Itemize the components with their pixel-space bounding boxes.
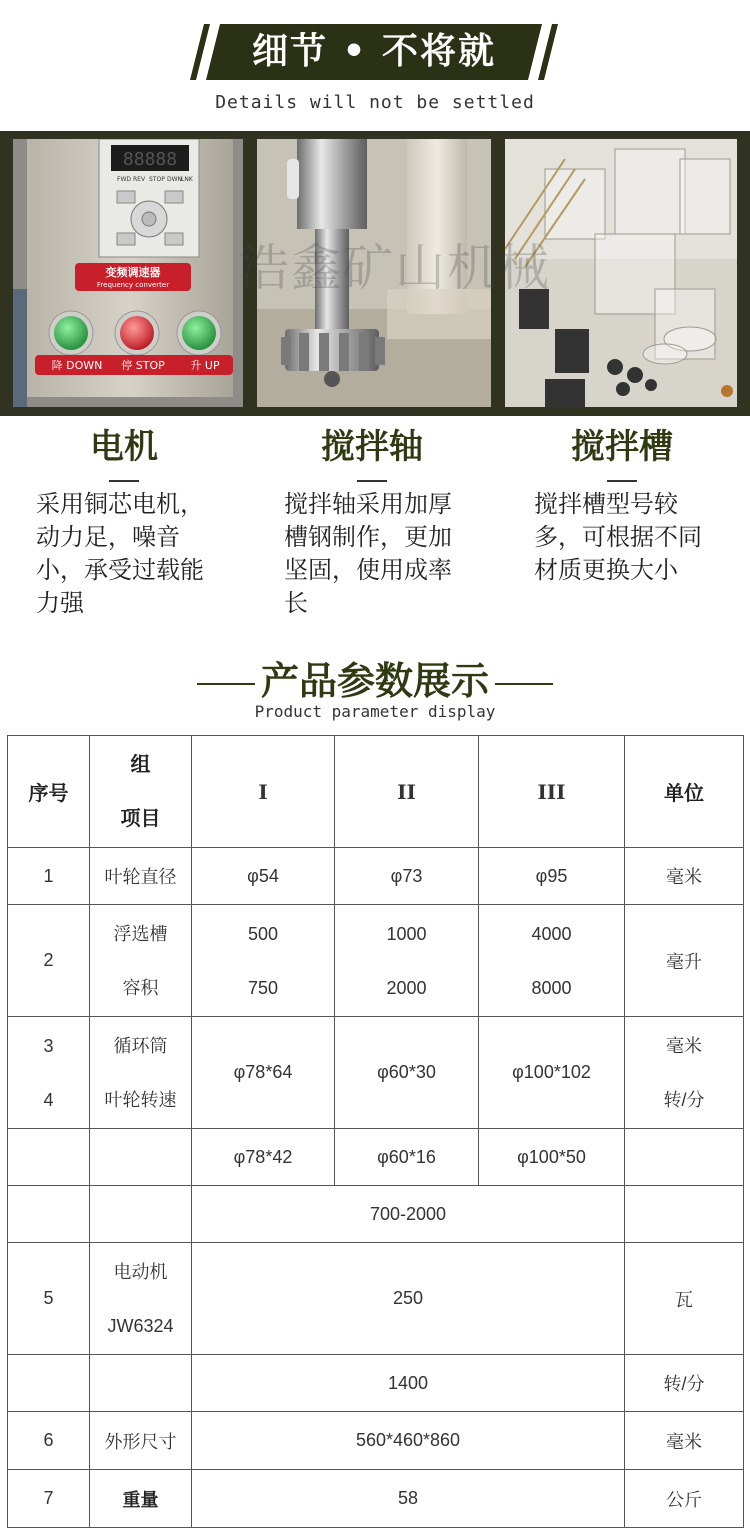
cell-value: 700-2000	[192, 1186, 625, 1243]
cell-unit	[625, 1017, 744, 1129]
cell-item	[90, 1355, 192, 1412]
cell-item	[90, 1186, 192, 1243]
cell-item-line: 叶轮转速	[104, 1089, 177, 1110]
cell-seq	[8, 1355, 90, 1412]
photo-strip	[0, 131, 750, 416]
section-subtitle: Product parameter display	[254, 702, 496, 721]
cell-seq	[8, 1186, 90, 1243]
cell-value: 250	[192, 1243, 625, 1355]
feature-stirring-tank	[512, 418, 732, 587]
cell-value-line: 500	[247, 923, 279, 944]
header-col-2: II	[335, 736, 479, 848]
cell-item-line: 容积	[122, 977, 159, 998]
cell-unit: 转/分	[625, 1355, 744, 1412]
feature-text: 搅拌轴采用加厚槽钢制作，更加坚固，使用成率长	[284, 490, 452, 617]
cell-seq: 6	[8, 1412, 90, 1470]
inverter-key-rev: REV	[133, 176, 146, 183]
cell-seq	[8, 1017, 90, 1129]
cell-seq: 2	[8, 905, 90, 1017]
cell-item: 重量	[90, 1470, 192, 1528]
cell-unit: 毫米	[625, 1412, 744, 1470]
table-row	[8, 848, 744, 905]
cell-value: φ100*102	[479, 1017, 625, 1129]
header-group-bottom: 项目	[120, 807, 161, 830]
table-row	[8, 1243, 744, 1355]
cell-item	[90, 905, 192, 1017]
header-unit: 单位	[625, 736, 744, 848]
converter-label: 变频调速器	[105, 266, 161, 279]
header-group	[90, 736, 192, 848]
table-row	[8, 1017, 744, 1129]
cell-value-line: 750	[247, 977, 279, 998]
cell-item: 叶轮直径	[90, 848, 192, 905]
up-button-label: 升 UP	[190, 359, 220, 372]
cell-value: φ95	[479, 848, 625, 905]
cell-seq: 1	[8, 848, 90, 905]
converter-sublabel: Frequency converter	[96, 281, 170, 289]
cell-value	[479, 905, 625, 1017]
feature-divider	[607, 480, 637, 482]
feature-stirring-shaft	[262, 418, 482, 620]
motor-control-panel-photo	[13, 139, 243, 407]
table-row	[8, 1470, 744, 1528]
cell-value	[335, 905, 479, 1017]
table-row	[8, 1412, 744, 1470]
cell-seq: 5	[8, 1243, 90, 1355]
title-dash-left	[197, 683, 255, 685]
cell-unit: 毫米	[625, 848, 744, 905]
cell-seq	[8, 1129, 90, 1186]
inverter-key-dwn: DWN	[167, 176, 183, 183]
cell-unit: 毫升	[625, 905, 744, 1017]
section-title	[0, 650, 750, 705]
cell-item	[90, 1243, 192, 1355]
cell-value-line: 2000	[386, 977, 427, 998]
inverter-display: 88888	[122, 149, 178, 170]
inverter-key-fwd: FWD	[117, 176, 132, 183]
cell-item-line: 浮选槽	[113, 923, 168, 944]
cell-item: 外形尺寸	[90, 1412, 192, 1470]
cell-value: φ73	[335, 848, 479, 905]
banner-title: 细节 • 不将就	[251, 31, 497, 72]
header-seq: 序号	[8, 736, 90, 848]
inverter-key-stop: STOP	[149, 176, 165, 183]
cell-value: 560*460*860	[192, 1412, 625, 1470]
banner-subtitle: Details will not be settled	[215, 92, 535, 113]
cell-value: φ100*50	[479, 1129, 625, 1186]
inverter-key-lnk: LNK	[181, 176, 193, 183]
feature-title: 搅拌轴	[321, 427, 423, 467]
feature-motor	[14, 418, 234, 620]
feature-title: 搅拌槽	[571, 427, 673, 467]
watermark: 浩鑫矿山机械	[239, 239, 551, 297]
feature-divider	[357, 480, 387, 482]
header-group-top: 组	[130, 753, 151, 776]
cell-seq-line: 3	[43, 1035, 54, 1056]
stirring-shaft-photo	[257, 139, 491, 407]
feature-text: 采用铜芯电机，动力足，噪音小，承受过载能力强	[36, 490, 204, 617]
table-row	[8, 1129, 744, 1186]
cell-unit-line: 毫米	[666, 1035, 702, 1056]
title-banner	[190, 24, 558, 80]
cell-item-line: JW6324	[107, 1315, 174, 1336]
stirring-tanks-photo	[505, 139, 737, 407]
down-button-label: 降 DOWN	[51, 359, 103, 372]
cell-value	[192, 905, 335, 1017]
stop-button-label: 停 STOP	[121, 359, 165, 372]
cell-value: φ60*30	[335, 1017, 479, 1129]
cell-value: φ78*42	[192, 1129, 335, 1186]
cell-value-line: 4000	[531, 923, 572, 944]
cell-value-line: 1000	[386, 923, 427, 944]
title-dash-right	[495, 683, 553, 685]
cell-seq-line: 4	[43, 1089, 54, 1110]
cell-value: φ54	[192, 848, 335, 905]
cell-unit: 公斤	[625, 1470, 744, 1528]
parameter-table	[7, 735, 744, 1528]
cell-unit	[625, 1186, 744, 1243]
cell-value: 58	[192, 1470, 625, 1528]
cell-value: φ78*64	[192, 1017, 335, 1129]
cell-value: 1400	[192, 1355, 625, 1412]
cell-item-line: 电动机	[113, 1261, 168, 1282]
table-header-row	[8, 736, 744, 848]
cell-unit	[625, 1129, 744, 1186]
cell-item	[90, 1129, 192, 1186]
header-col-3: III	[479, 736, 625, 848]
cell-unit: 瓦	[625, 1243, 744, 1355]
table-row	[8, 1355, 744, 1412]
feature-title: 电机	[90, 427, 158, 467]
cell-item	[90, 1017, 192, 1129]
table-row	[8, 905, 744, 1017]
table-row	[8, 1186, 744, 1243]
cell-item-line: 循环筒	[113, 1035, 168, 1056]
cell-unit-line: 转/分	[663, 1089, 705, 1110]
cell-value-line: 8000	[531, 977, 572, 998]
cell-seq: 7	[8, 1470, 90, 1528]
section-title-text: 产品参数展示	[260, 659, 489, 703]
header-col-1: I	[192, 736, 335, 848]
cell-value: φ60*16	[335, 1129, 479, 1186]
feature-divider	[109, 480, 139, 482]
feature-text: 搅拌槽型号较多，可根据不同材质更换大小	[534, 490, 702, 584]
